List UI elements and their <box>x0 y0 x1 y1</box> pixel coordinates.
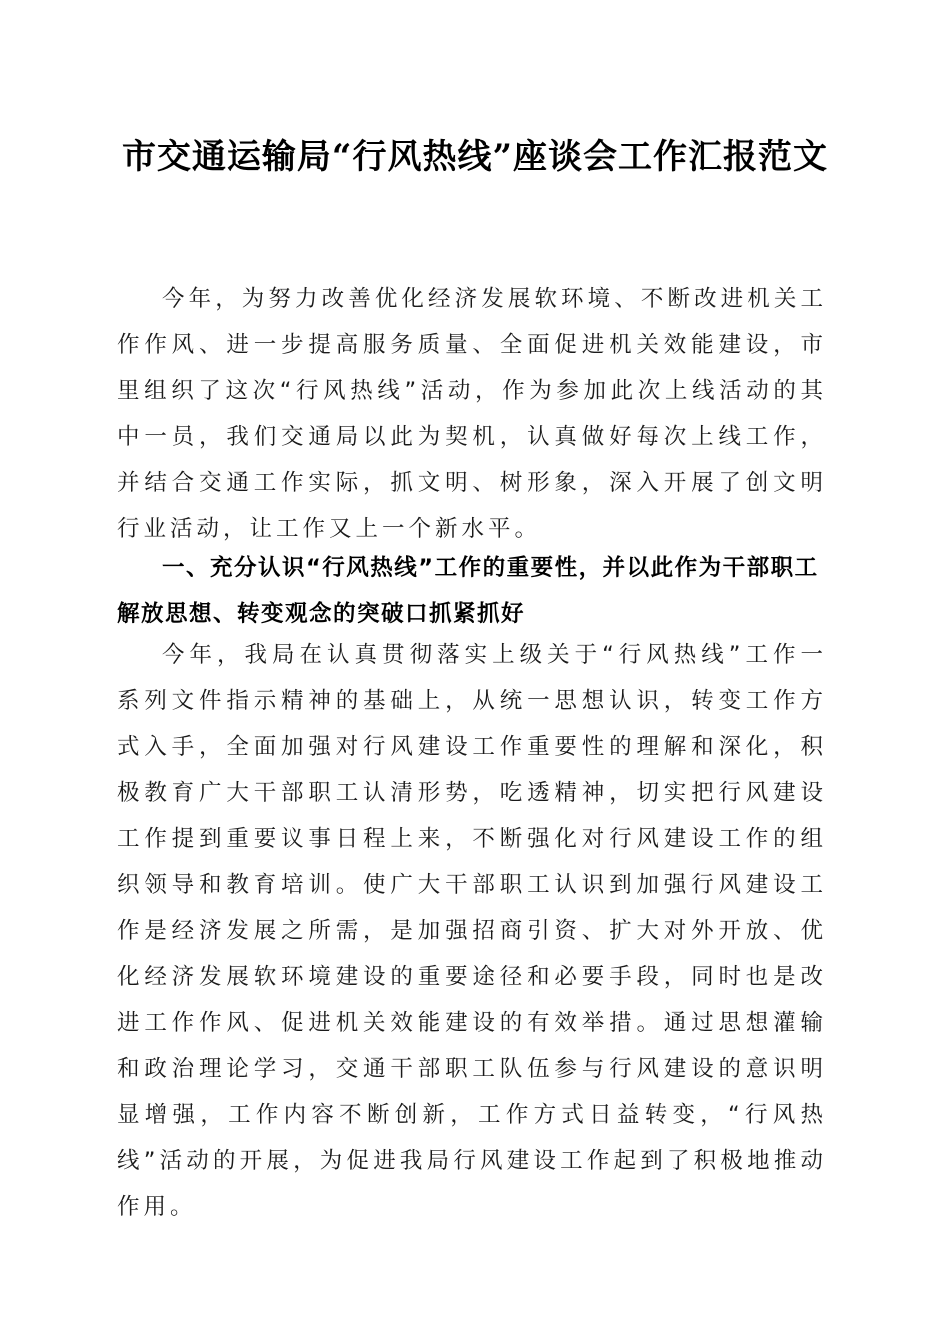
section-heading: 一、充分认识“行风热线”工作的重要性，并以此作为干部职工解放思想、转变观念的突破口抓紧抓好 <box>117 555 819 627</box>
intro-paragraph: 今年，为努力改善优化经济发展软环境、不断改进机关工作作风、进一步提高服务质量、全面促进机关效能建设，市里组织了这次“行风热线”活动，作为参加此次上线活动的其中一员，我们交通局以此为契机，认真做好每次上线工作，并结合交通工作实际，抓文明、树形象，深入开展了创文明行业活动，让工作又上一个新水平。 <box>117 286 827 542</box>
section-paragraph: 今年，我局在认真贯彻落实上级关于“行风热线”工作一系列文件指示精神的基础上，从统一思想认识，转变工作方式入手，全面加强对行风建设工作重要性的理解和深化，积极教育广大干部职工认清形势，吃透精神，切实把行风建设工作提到重要议事日程上来，不断强化对行风建设工作的组织领导和教育培训。使广大干部职工认识到加强行风建设工作是经济发展之所需，是加强招商引资、扩大对外开放、优化经济发展软环境建设的重要途径和必要手段，同时也是改进工作作风、促进机关效能建设的有效举措。通过思想灌输和政治理论学习，交通干部职工队伍参与行风建设的意识明显增强，工作内容不断创新，工作方式日益转变，“行风热线”活动的开展，为促进我局行风建设工作起到了积极地推动作用。 <box>117 642 827 1220</box>
document-title: 市交通运输局“行风热线”座谈会工作汇报范文 <box>121 137 829 177</box>
